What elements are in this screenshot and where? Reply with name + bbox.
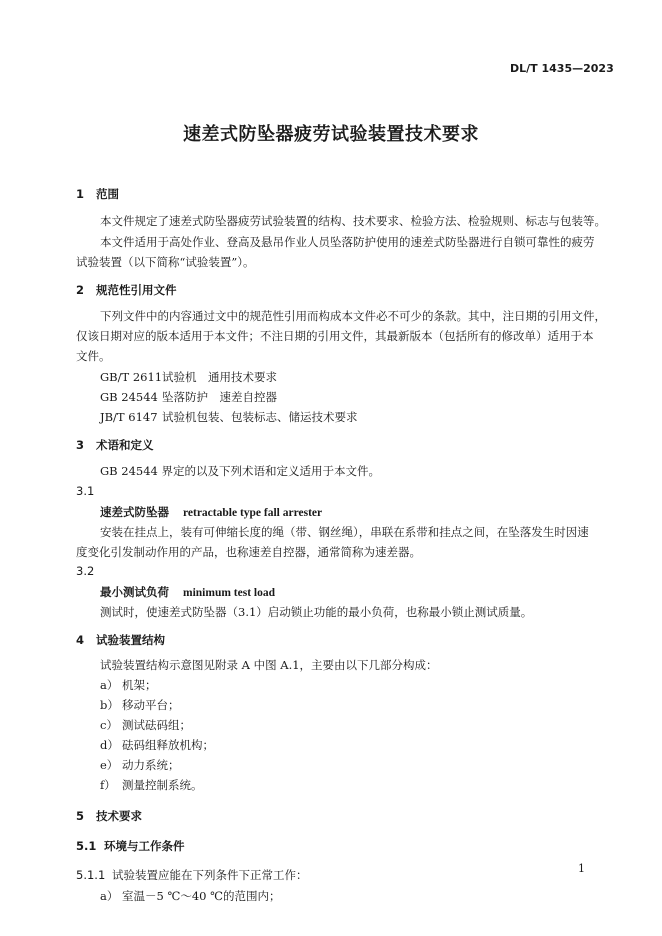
page-number: 1	[578, 862, 585, 875]
clause-text: 试验装置应能在下列条件下正常工作：	[112, 868, 308, 882]
section-title: 术语和定义	[96, 438, 154, 452]
section-number: 5	[76, 809, 85, 823]
paragraph-continued: 文件。	[76, 349, 111, 363]
term-number: 3.2	[76, 564, 95, 578]
paragraph-continued: 仅该日期对应的版本适用于本文件；不注日期的引用文件，其最新版本（包括所有的修改单）适用于本	[76, 329, 594, 343]
list-marker: c）	[100, 718, 118, 732]
list-marker: b）	[100, 698, 119, 712]
doc-number: DL/T 1435—2023	[510, 62, 614, 75]
list-text: 测试砝码组；	[122, 718, 191, 732]
list-marker: f）	[100, 778, 116, 792]
term-entry	[100, 584, 275, 600]
paragraph: 试验装置结构示意图见附录 A 中图 A.1，主要由以下几部分构成：	[100, 658, 438, 672]
subsection-number: 5.1	[76, 839, 97, 853]
list-text: 动力系统；	[122, 758, 180, 772]
list-text: 测量控制系统。	[122, 778, 203, 792]
list-item	[100, 777, 203, 793]
list-item	[100, 888, 281, 904]
term-en: retractable type fall arrester	[183, 507, 323, 519]
section-title: 规范性引用文件	[96, 283, 177, 297]
section-number: 4	[76, 633, 85, 647]
list-item	[100, 717, 191, 733]
section-3-heading	[76, 437, 154, 453]
paragraph: 本文件适用于高处作业、登高及悬吊作业人员坠落防护使用的速差式防坠器进行自锁可靠性的疲劳	[100, 235, 595, 249]
section-5-heading	[76, 808, 142, 824]
term-en: minimum test load	[183, 587, 275, 599]
list-item	[100, 697, 180, 713]
reference-item	[100, 389, 277, 405]
paragraph-continued: 试验装置（以下简称“试验装置”）。	[76, 255, 255, 269]
section-number: 3	[76, 438, 85, 452]
reference-code: GB/T 2611	[100, 370, 163, 384]
term-zh: 速差式防坠器	[100, 505, 169, 519]
section-4-heading	[76, 632, 165, 648]
list-marker: a）	[100, 678, 119, 692]
list-text: 移动平台；	[122, 698, 180, 712]
list-marker: d）	[100, 738, 119, 752]
paragraph: GB 24544 界定的以及下列术语和定义适用于本文件。	[100, 464, 381, 478]
reference-item	[100, 369, 277, 385]
list-item	[100, 737, 214, 753]
list-text: 机架；	[122, 678, 157, 692]
page-title: 速差式防坠器疲劳试验装置技术要求	[183, 124, 479, 145]
term-definition: 安装在挂点上，装有可伸缩长度的绳（带、钢丝绳），串联在系带和挂点之间，在坠落发生时因速	[100, 525, 589, 539]
term-definition: 测试时，使速差式防坠器（3.1）启动锁止功能的最小负荷，也称最小锁止测试质量。	[100, 605, 533, 619]
term-zh: 最小测试负荷	[100, 585, 169, 599]
reference-title: 试验机包装、包装标志、储运技术要求	[162, 410, 358, 424]
reference-code: JB/T 6147	[100, 410, 158, 424]
clause-number: 5.1.1	[76, 868, 106, 882]
section-title: 范围	[96, 187, 119, 201]
term-number: 3.1	[76, 484, 95, 498]
paragraph: 下列文件中的内容通过文中的规范性引用而构成本文件必不可少的条款。其中，注日期的引用文件，	[100, 309, 606, 323]
subsection-5-1-heading	[76, 838, 185, 854]
list-marker: a）	[100, 889, 119, 903]
paragraph: 本文件规定了速差式防坠器疲劳试验装置的结构、技术要求、检验方法、检验规则、标志与包装等。	[100, 214, 606, 228]
list-text: 砝码组释放机构；	[122, 738, 214, 752]
term-definition-continued: 度变化引发制动作用的产品，也称速差自控器，通常简称为速差器。	[76, 545, 421, 559]
list-item	[100, 757, 180, 773]
section-number: 1	[76, 187, 85, 201]
section-number: 2	[76, 283, 85, 297]
section-1-heading	[76, 186, 119, 202]
list-text: 室温－5 ℃～40 ℃的范围内；	[122, 889, 281, 903]
section-title: 试验装置结构	[96, 633, 165, 647]
reference-title: 坠落防护 速差自控器	[162, 390, 277, 404]
section-title: 技术要求	[96, 809, 142, 823]
clause-5-1-1	[76, 867, 308, 883]
section-2-heading	[76, 282, 177, 298]
subsection-title: 环境与工作条件	[104, 839, 185, 853]
reference-code: GB 24544	[100, 390, 158, 404]
reference-title: 试验机 通用技术要求	[162, 370, 277, 384]
term-entry	[100, 504, 322, 520]
list-item	[100, 677, 157, 693]
reference-item	[100, 409, 358, 425]
list-marker: e）	[100, 758, 119, 772]
